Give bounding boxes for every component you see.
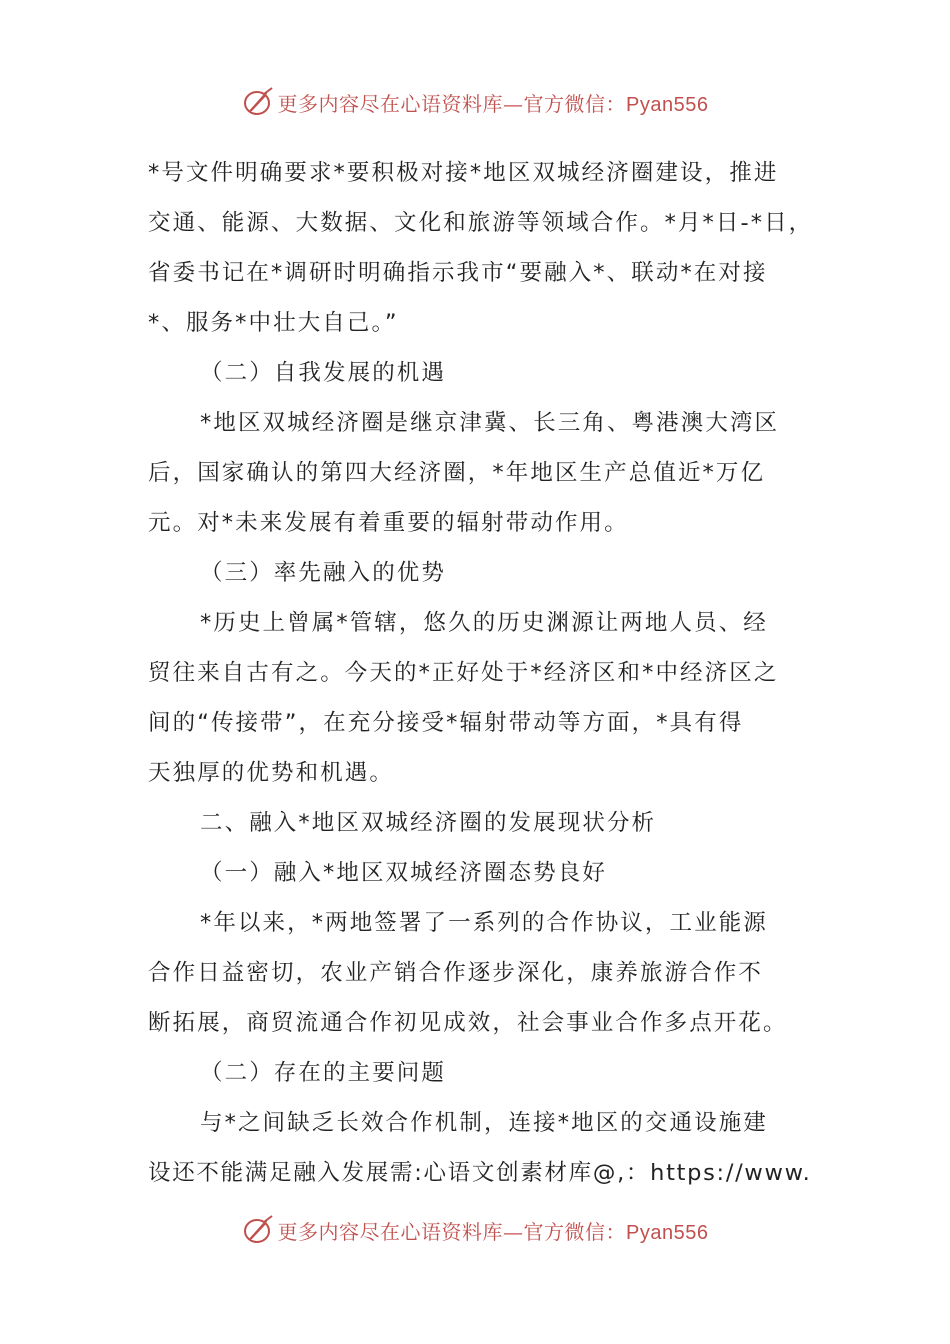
- text-line: （三）率先融入的优势: [200, 560, 447, 586]
- text-line: *历史上曾属*管辖，悠久的历史渊源让两地人员、经: [200, 610, 768, 636]
- text-line: （一）融入*地区双城经济圈态势良好: [200, 860, 607, 886]
- text-line: 省委书记在*调研时明确指示我市“要融入*、联动*在对接: [148, 260, 768, 286]
- watermark-text: 更多内容尽在心语资料库—官方微信：Pyan556: [277, 1219, 709, 1244]
- text-line: （二）自我发展的机遇: [200, 360, 447, 386]
- text-line: *、服务*中壮大自己。”: [148, 310, 399, 336]
- text-line: 合作日益密切，农业产销合作逐步深化，康养旅游合作不: [148, 960, 764, 986]
- quill-pen-logo-icon: [242, 85, 276, 119]
- text-line: *号文件明确要求*要积极对接*地区双城经济圈建设，推进: [148, 160, 779, 186]
- footer-watermark: [0, 1210, 950, 1250]
- text-line: 交通、能源、大数据、文化和旅游等领域合作。*月*日-*日，: [148, 210, 814, 236]
- text-line: 间的“传接带”，在充分接受*辐射带动等方面，*具有得: [148, 710, 744, 736]
- text-line: *地区双城经济圈是继京津冀、长三角、粤港澳大湾区: [200, 410, 780, 436]
- text-line: 元。对*未来发展有着重要的辐射带动作用。: [148, 510, 629, 536]
- quill-pen-logo-icon: [242, 1213, 276, 1247]
- text-line: 贸往来自古有之。今天的*正好处于*经济区和*中经济区之: [148, 660, 779, 686]
- header-watermark: [0, 82, 950, 122]
- text-line: （二）存在的主要问题: [200, 1060, 447, 1086]
- text-line: 二、融入*地区双城经济圈的发展现状分析: [200, 810, 657, 836]
- text-line: 断拓展，商贸流通合作初见成效，社会事业合作多点开花。: [148, 1010, 788, 1036]
- document-body: [148, 148, 813, 1198]
- text-line: 设还不能满足融入发展需:心语文创素材库@,：https://www.: [148, 1160, 812, 1186]
- watermark-text: 更多内容尽在心语资料库—官方微信：Pyan556: [277, 91, 709, 116]
- text-line: 天独厚的优势和机遇。: [148, 760, 395, 786]
- text-line: *年以来，*两地签署了一系列的合作协议，工业能源: [200, 910, 768, 936]
- text-line: 与*之间缺乏长效合作机制，连接*地区的交通设施建: [200, 1110, 768, 1136]
- text-line: 后，国家确认的第四大经济圈，*年地区生产总值近*万亿: [148, 460, 766, 486]
